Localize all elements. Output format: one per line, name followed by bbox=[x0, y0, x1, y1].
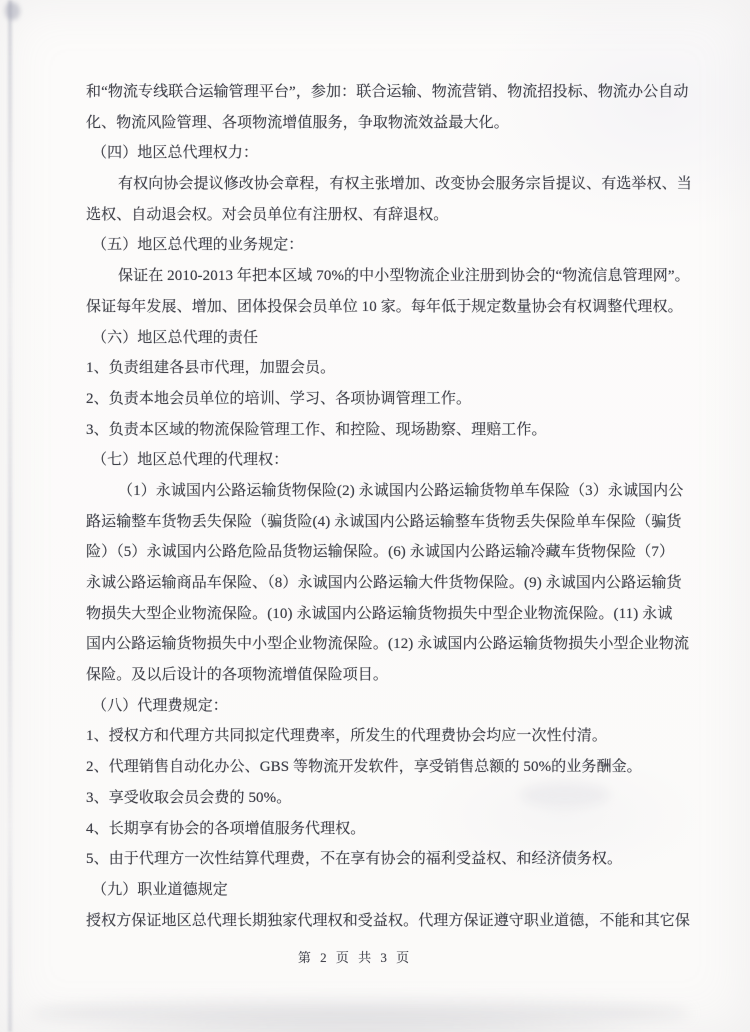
text-line-21: （八）代理费规定： bbox=[92, 697, 228, 714]
text-line-3: （四）地区总代理权力： bbox=[92, 145, 259, 162]
text-line-9: （六）地区总代理的责任 bbox=[92, 329, 259, 346]
scan-smudge-top-left bbox=[5, 2, 20, 20]
text-line-4: 有权向协会提议修改协会章程，有权主张增加、改变协会服务宗旨提议、有选举权、当 bbox=[118, 176, 692, 193]
text-line-23: 2、代理销售自动化办公、GBS 等物流开发软件，享受销售总额的 50%的业务酬金。 bbox=[86, 759, 642, 776]
text-line-26: 5、由于代理方一次性结算代理费，不在享有协会的福利受益权、和经济债务权。 bbox=[86, 851, 623, 868]
text-line-28: 授权方保证地区总代理长期独家代理权和受益权。代理方保证遵守职业道德，不能和其它保 bbox=[86, 912, 691, 929]
text-line-24: 3、享受收取会员会费的 50%。 bbox=[86, 789, 292, 806]
text-line-8: 保证每年发展、增加、团体投保会员单位 10 家。每年低于规定数量协会有权调整代理权。 bbox=[86, 298, 683, 315]
text-line-7: 保证在 2010-2013 年把本区域 70%的中小型物流企业注册到协会的“物流信息管理网”。 bbox=[118, 268, 690, 285]
text-line-25: 4、长期享有协会的各项增值服务代理权。 bbox=[86, 820, 366, 837]
text-line-15: 路运输整车货物丢失保险（骗货险(4) 永诚国内公路运输整车货物丢失保险单车保险（骗货 bbox=[86, 513, 682, 530]
text-line-13: （七）地区总代理的代理权： bbox=[92, 452, 289, 469]
text-line-1: 和“物流专线联合运输管理平台”，参加：联合运输、物流营销、物流招投标、物流办公自动 bbox=[86, 84, 689, 100]
text-line-14: （1）永诚国内公路运输货物保险(2) 永诚国内公路运输货物单车保险（3）永诚国内公 bbox=[118, 482, 684, 499]
text-line-11: 2、负责本地会员单位的培训、学习、各项协调管理工作。 bbox=[86, 390, 472, 407]
text-line-18: 物损失大型企业物流保险。(10) 永诚国内公路运输货物损失中型企业物流保险。(11) 永诚 bbox=[86, 605, 673, 622]
text-line-19: 国内公路运输货物损失中小型企业物流保险。(12) 永诚国内公路运输货物损失小型企业物流 bbox=[86, 636, 690, 653]
text-line-27: （九）职业道德规定 bbox=[92, 881, 228, 898]
text-line-16: 险）（5）永诚国内公路危险品货物运输保险。(6) 永诚国内公路运输冷藏车货物保险（7） bbox=[86, 544, 675, 561]
text-line-12: 3、负责本区域的物流保险管理工作、和控险、现场勘察、理赔工作。 bbox=[86, 421, 547, 438]
scan-smudge-bottom bbox=[30, 1000, 690, 1026]
text-line-17: 永诚公路运输商品车保险、（8）永诚国内公路运输大件货物保险。(9) 永诚国内公路运输货 bbox=[86, 575, 682, 591]
text-line-10: 1、负责组建各县市代理，加盟会员。 bbox=[86, 360, 336, 377]
text-line-6: （五）地区总代理的业务规定： bbox=[92, 237, 304, 254]
page-footer: 第 2 页 共 3 页 bbox=[297, 950, 413, 965]
text-line-22: 1、授权方和代理方共同拟定代理费率，所发生的代理费协会均应一次性付清。 bbox=[86, 728, 608, 745]
text-line-5: 选权、自动退会权。对会员单位有注册权、有辞退权。 bbox=[86, 206, 449, 223]
text-line-20: 保险。及以后设计的各项物流增值保险项目。 bbox=[86, 667, 389, 684]
text-line-2: 化、物流风险管理、各项物流增值服务，争取物流效益最大化。 bbox=[86, 114, 509, 131]
document-body bbox=[0, 77, 750, 936]
